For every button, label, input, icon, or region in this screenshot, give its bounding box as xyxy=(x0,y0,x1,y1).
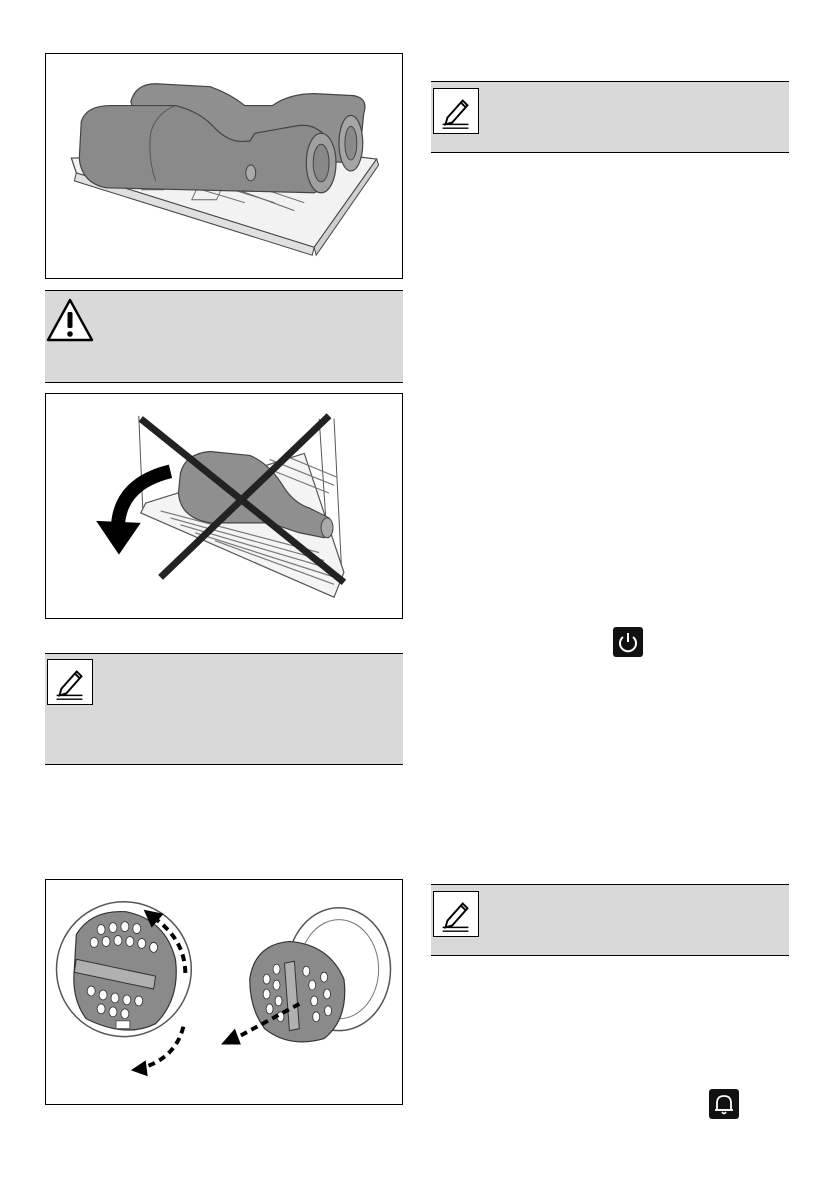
warning-triangle-icon xyxy=(46,297,94,343)
warning-box xyxy=(45,290,403,383)
pencil-note-icon xyxy=(47,659,93,705)
note-box-bottom-right xyxy=(431,884,789,956)
crossed-out-bottle-illustration xyxy=(46,394,402,618)
alarm-bell-icon xyxy=(709,1089,739,1119)
note-box-left xyxy=(45,653,403,765)
bottles-on-shelf-illustration xyxy=(46,54,402,278)
bottle-stacking-prohibited-figure xyxy=(45,393,403,619)
pencil-note-icon xyxy=(433,88,479,134)
bottles-on-shelf-figure xyxy=(45,53,403,279)
note-box-top-right xyxy=(431,81,789,153)
filter-rotate-remove-illustration xyxy=(46,880,402,1104)
pencil-note-icon xyxy=(433,891,479,937)
filter-removal-figure xyxy=(45,879,403,1105)
power-button-icon xyxy=(613,627,643,657)
